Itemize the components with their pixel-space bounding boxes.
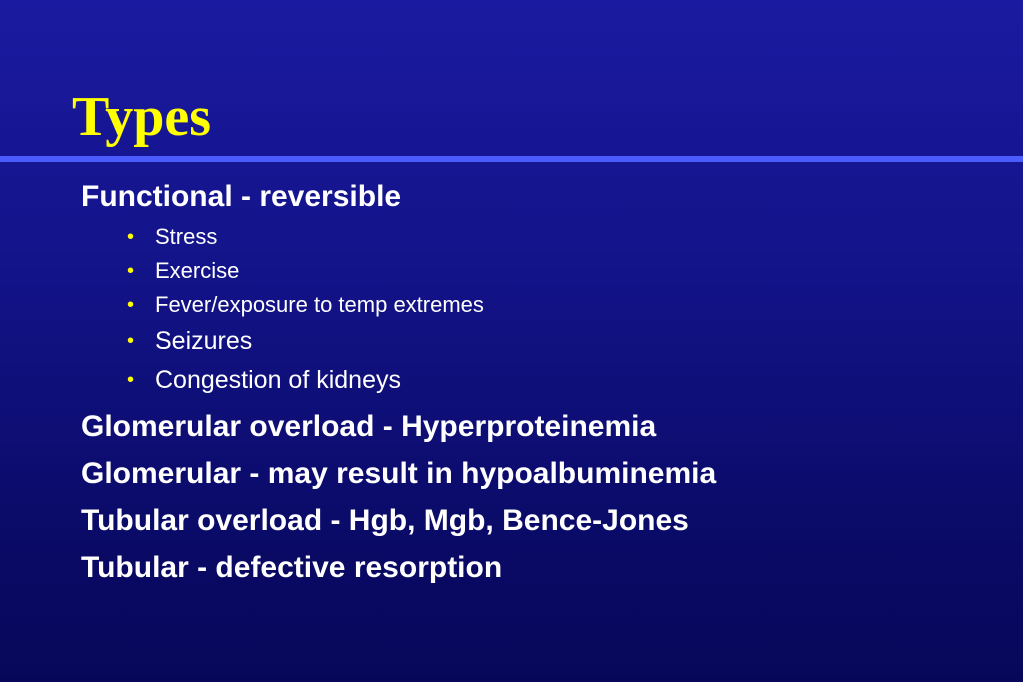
title-divider [0,156,1023,162]
sub-item-label: Congestion of kidneys [155,366,401,394]
slide-body [81,178,1001,587]
main-item-functional: Functional - reversible [81,180,402,213]
sub-item [127,288,1001,322]
sub-item-label: Stress [155,224,218,249]
main-item-glomerular: Glomerular - may result in hypoalbuminemia [81,457,717,490]
main-item-tubular: Tubular - defective resorption [81,551,503,584]
sub-item [127,220,1001,254]
slide-title: Types [72,86,211,148]
sub-item-label: Exercise [155,258,240,283]
sub-item [127,254,1001,288]
sub-item [127,361,1001,400]
functional-subitems [81,220,1001,400]
sub-item-label: Seizures [155,327,253,355]
main-item-glomerular-overload: Glomerular overload - Hyperproteinemia [81,410,657,443]
sub-item-label: Fever/exposure to temp extremes [155,292,484,317]
main-item-tubular-overload: Tubular overload - Hgb, Mgb, Bence-Jones [81,504,689,537]
sub-item [127,322,1001,361]
bullet-icon: • [127,260,135,282]
bullet-icon: • [127,294,135,316]
bullet-icon: • [127,226,135,248]
bullet-icon: • [127,330,135,352]
bullet-icon: • [127,369,135,391]
